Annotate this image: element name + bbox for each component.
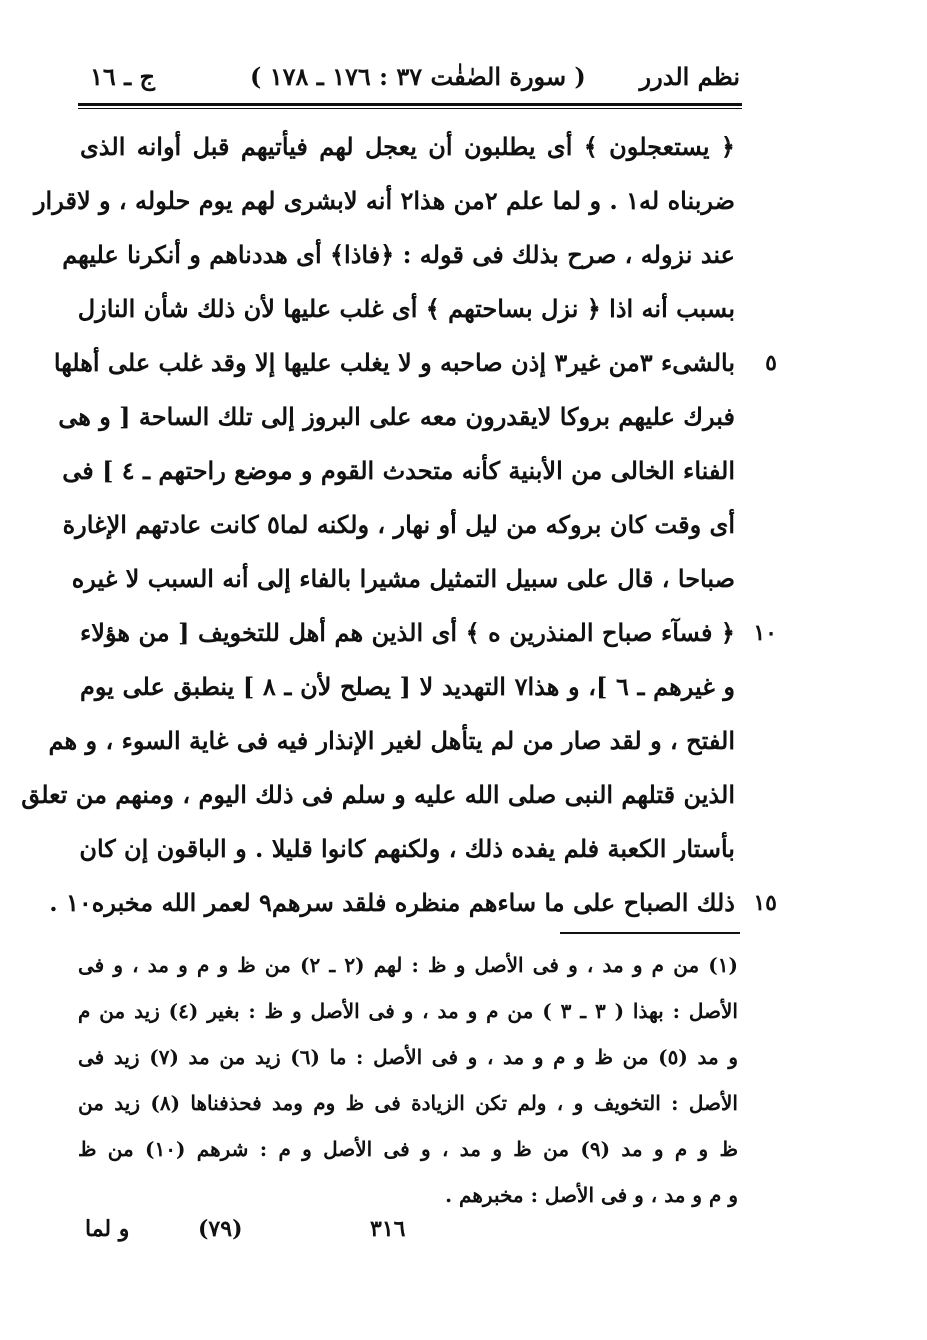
- text-line: [58, 390, 735, 444]
- footnote-line: الأصل : التخويف و ، ولم تكن الزيادة فى ظ وم ومد فحذفناها (٨) زيد من: [78, 1091, 738, 1115]
- line-text: بسبب أنه اذا ﴿ نزل بساحتهم ﴾ أى غلب عليها لأن ذلك شأن النازل: [77, 294, 735, 323]
- line-text: ﴿ يستعجلون ﴾ أى يطلبون أن يعجل لهم فيأتيهم قبل أوانه الذى: [80, 132, 735, 161]
- catchword: و لما: [85, 1216, 130, 1242]
- volume-number: ج ـ ١٦: [90, 62, 156, 91]
- line-text: ضربناه له١ . و لما علم ٢من هذا٢ أنه لابشرى لهم يوم حلوله ، و لاقرار: [33, 186, 735, 215]
- line-text: الفناء الخالى من الأبنية كأنه متحدث القوم و موضع راحتهم ـ ٤ ] فى: [62, 456, 735, 485]
- footnote-line: ظ و م و مد (٩) من ظ و مد ، و فى الأصل و م : شرهم (١٠) من ظ: [78, 1137, 738, 1161]
- text-line: [80, 660, 735, 714]
- line-text: عند نزوله ، صرح بذلك فى قوله : ﴿فاذا﴾ أى هددناهم و أنكرنا عليهم: [62, 240, 735, 269]
- footnote-line: و مد (٥) من ظ و م و مد ، و فى الأصل : ما (٦) زيد من مد (٧) زيد فى: [78, 1045, 738, 1069]
- text-line: [71, 552, 735, 606]
- line-text: بأستار الكعبة فلم يفده ذلك ، ولكنهم كانوا قليلا . و الباقون إن كان: [79, 834, 735, 863]
- line-text: فبرك عليهم بروكا لايقدرون معه على البروز إلى تلك الساحة [ و هى: [58, 402, 735, 431]
- line-text: ذلك الصباح على ما ساءهم منظره فلقد سرهم٩ لعمر الله مخبره١٠ .: [49, 888, 735, 917]
- line-text: أى وقت كان بروكه من ليل أو نهار ، ولكنه لما٥ كانت عادتهم الإغارة: [62, 510, 735, 539]
- text-line: [77, 282, 735, 336]
- text-line: [80, 606, 777, 660]
- line-text: و غيرهم ـ ٦ ]، و هذا٧ التهديد لا [ يصلح لأن ـ ٨ ] ينطبق على يوم: [80, 672, 735, 701]
- footnote-line: (١) من م و مد ، و فى الأصل و ظ : لهم (٢ ـ ٢) من ظ و م و مد ، و فى: [78, 953, 738, 977]
- text-line: [62, 444, 735, 498]
- signature-mark: (٧٩): [198, 1216, 243, 1242]
- text-line: [48, 714, 735, 768]
- footnote-line: و م و مد ، و فى الأصل : مخبرهم .: [445, 1183, 738, 1207]
- running-header: [80, 58, 740, 98]
- text-line: [62, 498, 735, 552]
- text-line: [80, 120, 735, 174]
- footnote-line: الأصل : بهذا ( ٣ ـ ٣ ) من م و مد ، و فى الأصل و ظ : بغير (٤) زيد من م: [78, 999, 738, 1023]
- footnotes: [78, 942, 738, 1218]
- line-number: ٥: [765, 350, 777, 376]
- line-text: ﴿ فسآء صباح المنذرين ه ﴾ أى الذين هم أهل للتخويف [ من هؤلاء: [80, 618, 735, 647]
- page-number: ٣١٦: [370, 1216, 406, 1242]
- line-number: ١٠: [753, 620, 777, 646]
- book-title: نظم الدرر: [639, 62, 740, 91]
- text-line: [62, 228, 735, 282]
- text-line: [53, 336, 777, 390]
- main-text: [21, 120, 777, 930]
- text-line: [80, 822, 735, 876]
- footnote-separator: [560, 932, 740, 934]
- header-rule: [78, 103, 742, 106]
- line-text: بالشىء ٣من غير٣ إذن صاحبه و لا يغلب عليها إلا وقد غلب على أهلها: [53, 348, 735, 377]
- surah-reference: ( سورة الصٰفٰت ٣٧ : ١٧٦ ـ ١٧٨ ): [250, 62, 586, 91]
- line-text: الفتح ، و لقد صار من لم يتأهل لغير الإنذار فيه فى غاية السوء ، و هم: [48, 726, 735, 755]
- line-text: الذين قتلهم النبى صلى الله عليه و سلم فى ذلك اليوم ، ومنهم من تعلق: [21, 780, 735, 809]
- text-line: [49, 876, 777, 930]
- line-text: صباحا ، قال على سبيل التمثيل مشيرا بالفاء إلى أنه السبب لا غيره: [71, 564, 735, 593]
- text-line: [21, 768, 735, 822]
- line-number: ١٥: [753, 890, 777, 916]
- text-line: [33, 174, 735, 228]
- header-rule-thin: [78, 108, 742, 109]
